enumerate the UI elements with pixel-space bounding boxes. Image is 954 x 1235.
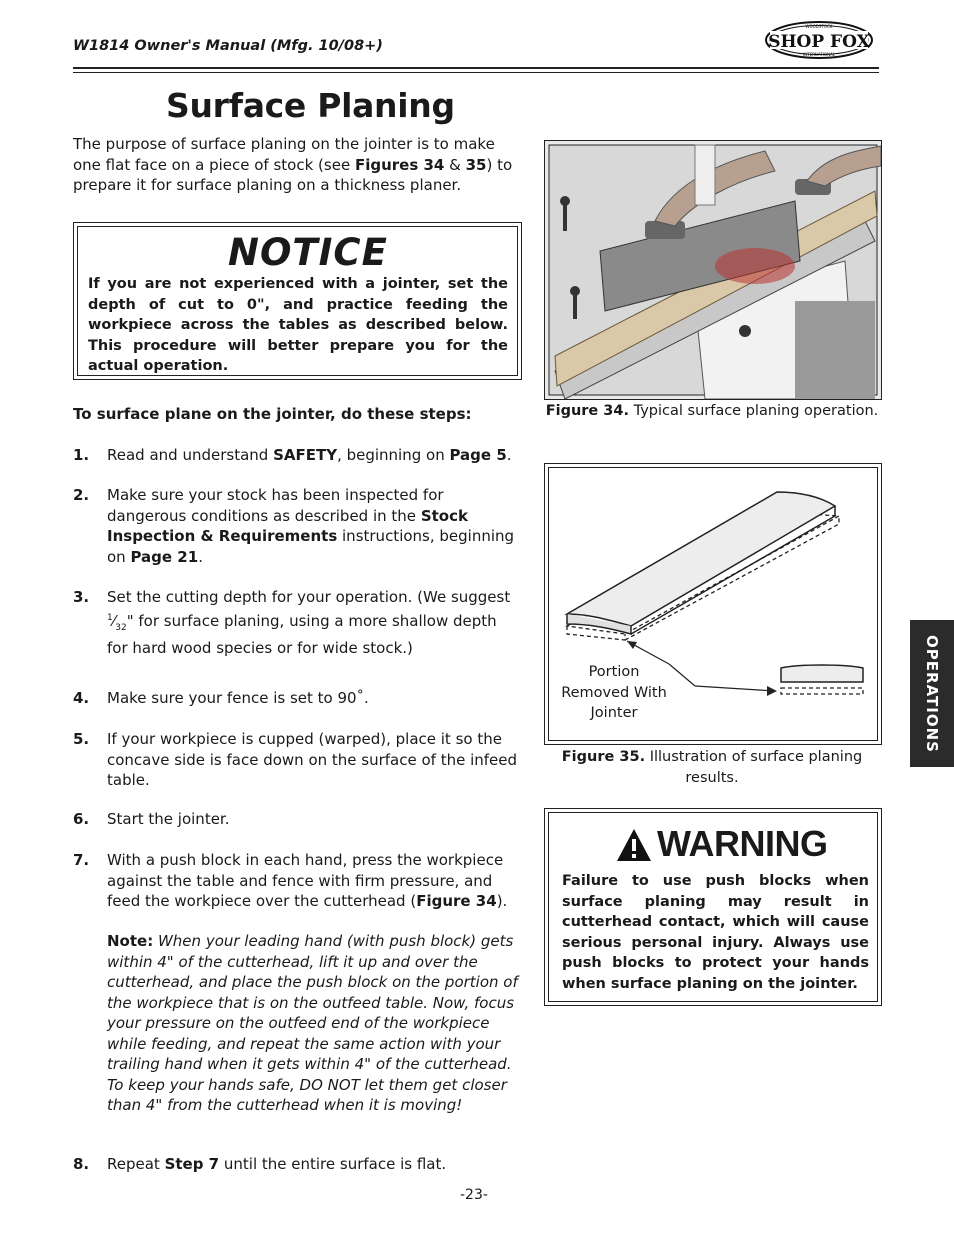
figure-ref: Figures 34 xyxy=(354,155,445,174)
step-number: 5. xyxy=(73,730,90,748)
step-number: 3. xyxy=(73,588,90,606)
figure-35-caption: Figure 35. Illustration of surface planing results. xyxy=(561,749,863,786)
notice-title: NOTICE xyxy=(228,231,388,274)
step-text: Make sure your stock has been inspected for dangerous conditions as described in the Stock Inspection & Requirements instructions, beginning on Page 21. xyxy=(107,486,515,566)
page-number: -23- xyxy=(460,1187,488,1203)
step-text: Repeat Step 7 until the entire surface is flat. xyxy=(107,1155,447,1173)
svg-text:INTERNATIONAL: INTERNATIONAL xyxy=(802,52,836,57)
warning-body: Failure to use push blocks when surface planing may result in cutterhead contact, which will cause serious personal injury. Always use push blocks to protect your hands when surface planing on the jointer. xyxy=(562,873,869,992)
figure-35-diagram xyxy=(544,463,882,745)
step-number: 6. xyxy=(73,810,90,828)
figure-34-photo xyxy=(544,140,882,400)
figure-ref: 35 xyxy=(465,155,487,174)
warning-box xyxy=(544,808,882,1006)
figure-35-callout: Portion Removed With Jointer xyxy=(561,664,667,721)
warning-title: WARNING xyxy=(657,823,828,864)
step-text: Read and understand SAFETY, beginning on Page 5. xyxy=(107,446,512,464)
step-text: With a push block in each hand, press the workpiece against the table and fence with firm pressure, and feed the workpiece over the cutterhead (Figure 34). xyxy=(107,851,508,910)
steps-heading: To surface plane on the jointer, do these steps: xyxy=(73,405,472,423)
svg-text:SHOP FOX: SHOP FOX xyxy=(768,32,870,52)
header-rule xyxy=(73,67,879,69)
step-number: 2. xyxy=(73,486,90,504)
step-number: 1. xyxy=(73,446,90,464)
operations-side-tab: OPERATIONS xyxy=(910,620,954,767)
svg-text:WOODSTOCK: WOODSTOCK xyxy=(805,24,833,29)
step-note: Note: When your leading hand (with push block) gets within 4" of the cutterhead, lift it up and over the cutterhead, and place the push block on the portion of the workpiece that is on the outfeed table. Now, focus your pressure on the outfeed end of the workpiece while feeding, and repeat the same action with your trailing hand when it gets within 4" of the cutterhead. To keep your hands safe, DO NOT let them get closer than 4" from the cutterhead when it is moving! xyxy=(107,932,518,1114)
shop-fox-logo xyxy=(764,20,874,60)
figure-34-caption: Figure 34. Typical surface planing operation. xyxy=(545,403,879,419)
step-number: 7. xyxy=(73,851,90,869)
warning-triangle-icon xyxy=(615,827,653,863)
intro-paragraph: The purpose of surface planing on the jointer is to make one flat face on a piece of stock (see Figures 34 & 35) to prepare it for surface planing on a thickness planer. xyxy=(73,135,513,194)
notice-box xyxy=(73,222,522,380)
manual-title: W1814 Owner's Manual (Mfg. 10/08+) xyxy=(73,38,383,54)
step-text: If your workpiece is cupped (warped), place it so the concave side is face down on the surface of the infeed table. xyxy=(107,730,518,789)
header-rule-thin xyxy=(73,72,879,73)
step-number: 8. xyxy=(73,1155,90,1173)
step-number: 4. xyxy=(73,689,90,707)
page-title: Surface Planing xyxy=(166,86,455,125)
notice-body: If you are not experienced with a jointer, set the depth of cut to 0", and practice feeding the workpiece across the tables as described below. This procedure will better prepare you for the actual operation. xyxy=(88,276,508,374)
step-text: Set the cutting depth for your operation. (We suggest $^1⁄_{32}$" for surface planing, using a more shallow depth for hard wood species or for wide stock.) xyxy=(107,588,511,657)
step-text: Make sure your fence is set to 90˚. xyxy=(107,689,369,707)
step-text: Start the jointer. xyxy=(107,810,230,828)
